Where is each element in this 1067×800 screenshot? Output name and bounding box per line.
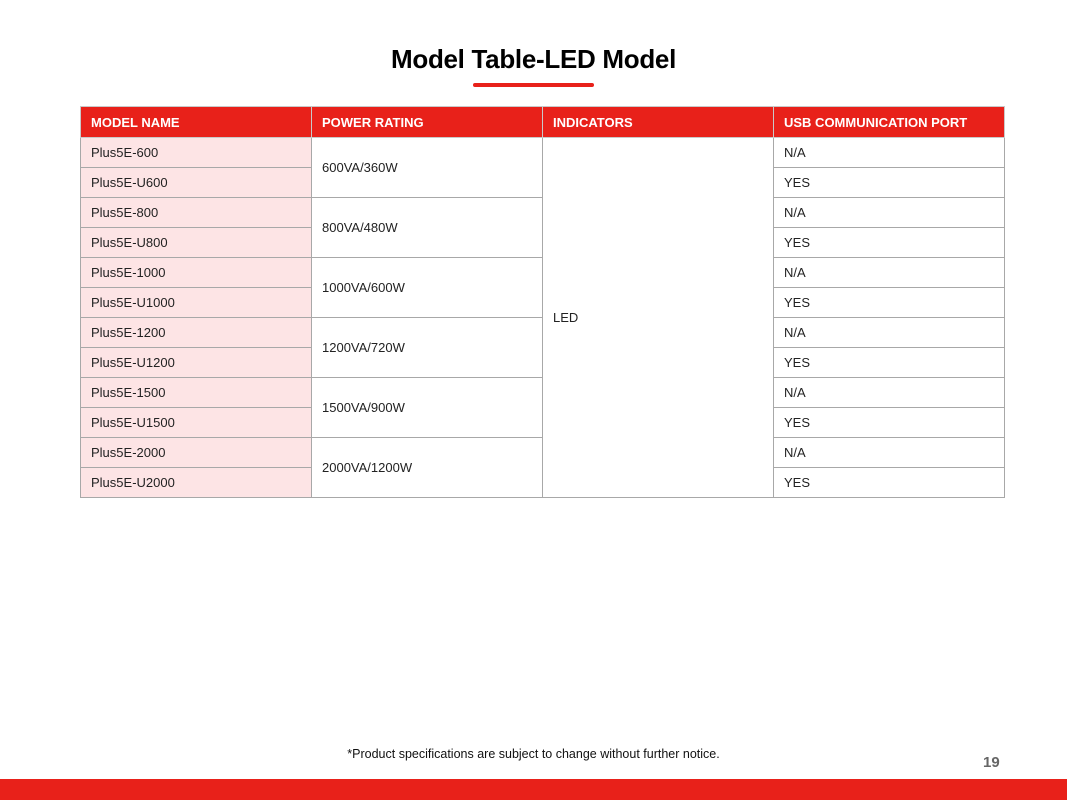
model-cell: Plus5E-U1000 <box>81 288 312 318</box>
usb-cell: N/A <box>774 378 1005 408</box>
usb-cell: N/A <box>774 438 1005 468</box>
page-title: Model Table-LED Model <box>391 44 676 74</box>
usb-cell: YES <box>774 168 1005 198</box>
power-cell: 800VA/480W <box>312 198 543 258</box>
model-cell: Plus5E-U800 <box>81 228 312 258</box>
indicator-cell: LED <box>543 138 774 498</box>
usb-cell: N/A <box>774 318 1005 348</box>
power-cell: 1000VA/600W <box>312 258 543 318</box>
table-row <box>81 138 1005 168</box>
model-cell: Plus5E-1200 <box>81 318 312 348</box>
model-cell: Plus5E-1500 <box>81 378 312 408</box>
usb-cell: YES <box>774 408 1005 438</box>
header-model-name: MODEL NAME <box>81 107 312 138</box>
usb-cell: YES <box>774 288 1005 318</box>
usb-cell: YES <box>774 348 1005 378</box>
power-cell: 600VA/360W <box>312 138 543 198</box>
usb-cell: YES <box>774 228 1005 258</box>
model-cell: Plus5E-1000 <box>81 258 312 288</box>
usb-cell: N/A <box>774 198 1005 228</box>
usb-cell: YES <box>774 468 1005 498</box>
footnote: *Product specifications are subject to change without further notice. <box>347 747 720 761</box>
usb-cell: N/A <box>774 258 1005 288</box>
model-cell: Plus5E-U1500 <box>81 408 312 438</box>
model-cell: Plus5E-U600 <box>81 168 312 198</box>
model-cell: Plus5E-2000 <box>81 438 312 468</box>
header-indicators: INDICATORS <box>543 107 774 138</box>
power-cell: 1500VA/900W <box>312 378 543 438</box>
header-power-rating: POWER RATING <box>312 107 543 138</box>
page-number: 19 <box>983 754 1000 771</box>
model-cell: Plus5E-U2000 <box>81 468 312 498</box>
model-cell: Plus5E-800 <box>81 198 312 228</box>
model-cell: Plus5E-U1200 <box>81 348 312 378</box>
table-header-row <box>81 107 1005 138</box>
header-usb-port: USB COMMUNICATION PORT <box>774 107 1005 138</box>
model-table <box>80 106 1005 498</box>
power-cell: 2000VA/1200W <box>312 438 543 498</box>
model-cell: Plus5E-600 <box>81 138 312 168</box>
bottom-accent-bar <box>0 779 1067 800</box>
power-cell: 1200VA/720W <box>312 318 543 378</box>
usb-cell: N/A <box>774 138 1005 168</box>
title-underline <box>473 83 594 87</box>
